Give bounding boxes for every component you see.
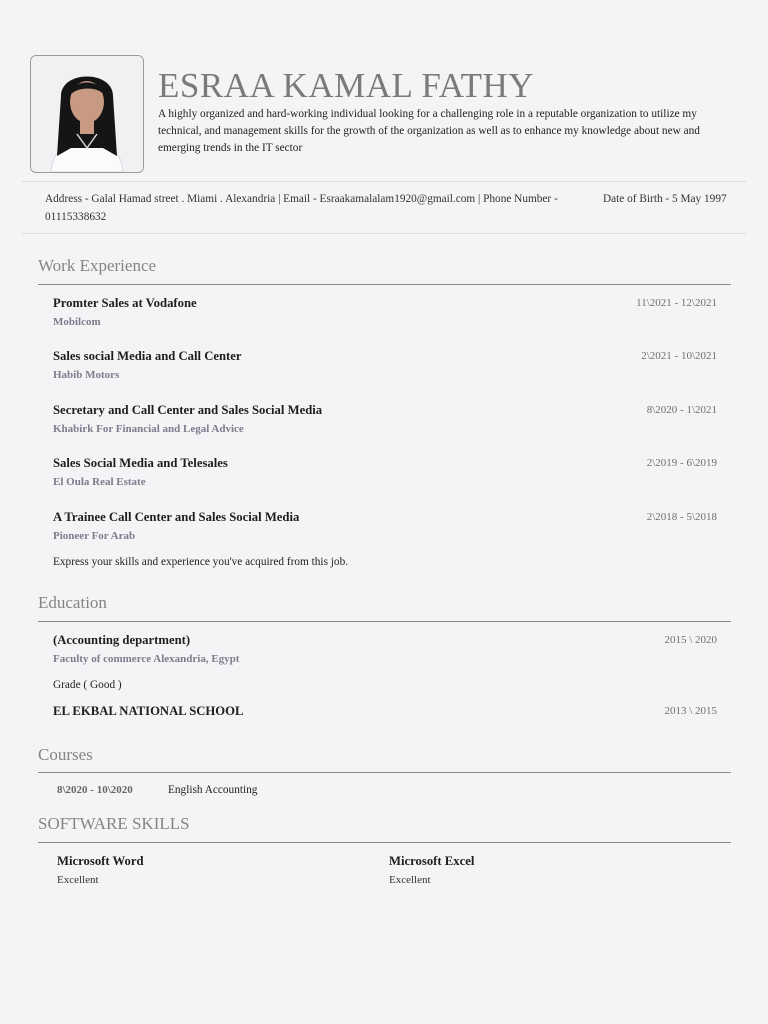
school-name: Faculty of commerce Alexandria, Egypt [53,653,240,665]
job-dates: 8\2020 - 1\2021 [646,404,717,416]
course-name: English Accounting [168,784,258,796]
job-title: Sales social Media and Call Center [53,349,242,363]
job-dates: 2\2018 - 5\2018 [646,511,717,523]
work-entry [53,295,717,329]
education-entry [53,703,717,719]
section-title-education: Education [38,593,107,612]
course-dates: 8\2020 - 10\2020 [57,784,133,796]
employer: Habib Motors [53,369,120,381]
employer: Mobilcom [53,316,101,328]
employer: Pioneer For Arab [53,530,136,542]
employer: El Oula Real Estate [53,476,146,488]
job-title: A Trainee Call Center and Sales Social Media [53,510,300,524]
employer: Khabirk For Financial and Legal Advice [53,423,244,435]
date-of-birth: Date of Birth - 5 May 1997 [603,193,727,205]
contact-bar [22,181,746,234]
job-dates: 2\2021 - 10\2021 [641,350,717,362]
skill-item [57,853,144,887]
section-title-courses: Courses [38,745,93,764]
profile-photo [30,55,144,173]
job-title: Secretary and Call Center and Sales Social Media [53,403,323,417]
skill-level: Excellent [389,874,431,886]
school-title: EL EKBAL NATIONAL SCHOOL [53,704,244,718]
education-entry [53,632,717,666]
section-divider [38,621,731,622]
profile-summary: A highly organized and hard-working individual looking for a challenging role in a reputable organization to utilize my technical, and management skills for the growth of the organization as well as to enhance my knowledge about new and emerging trends in the IT sector [158,108,700,154]
job-title: Promter Sales at Vodafone [53,296,197,310]
job-dates: 11\2021 - 12\2021 [636,297,717,309]
contact-details: Address - Galal Hamad street . Miami . Alexandria | Email - Esraakamalalam1920@gmail.com | Phone Number - 01115338632 [45,193,558,223]
work-entry [53,348,717,382]
work-description: Express your skills and experience you've acquired from this job. [53,556,349,568]
work-entry [53,455,717,489]
job-title: Sales Social Media and Telesales [53,456,228,470]
job-dates: 2\2019 - 6\2019 [646,457,717,469]
person-avatar-icon [31,56,143,172]
section-divider [38,842,731,843]
education-grade: Grade ( Good ) [53,679,122,691]
candidate-name: ESRAA KAMAL FATHY [158,66,535,105]
education-dates: 2013 \ 2015 [664,705,717,717]
skill-name: Microsoft Word [57,854,144,868]
education-dates: 2015 \ 2020 [664,634,717,646]
skill-level: Excellent [57,874,99,886]
skill-name: Microsoft Excel [389,854,475,868]
section-divider [38,284,731,285]
section-title-work-experience: Work Experience [38,256,157,275]
degree-title: (Accounting department) [53,633,191,647]
skill-item [389,853,474,887]
section-divider [38,772,731,773]
section-title-software-skills: SOFTWARE SKILLS [38,814,190,833]
work-entry [53,402,717,436]
work-entry [53,509,717,543]
